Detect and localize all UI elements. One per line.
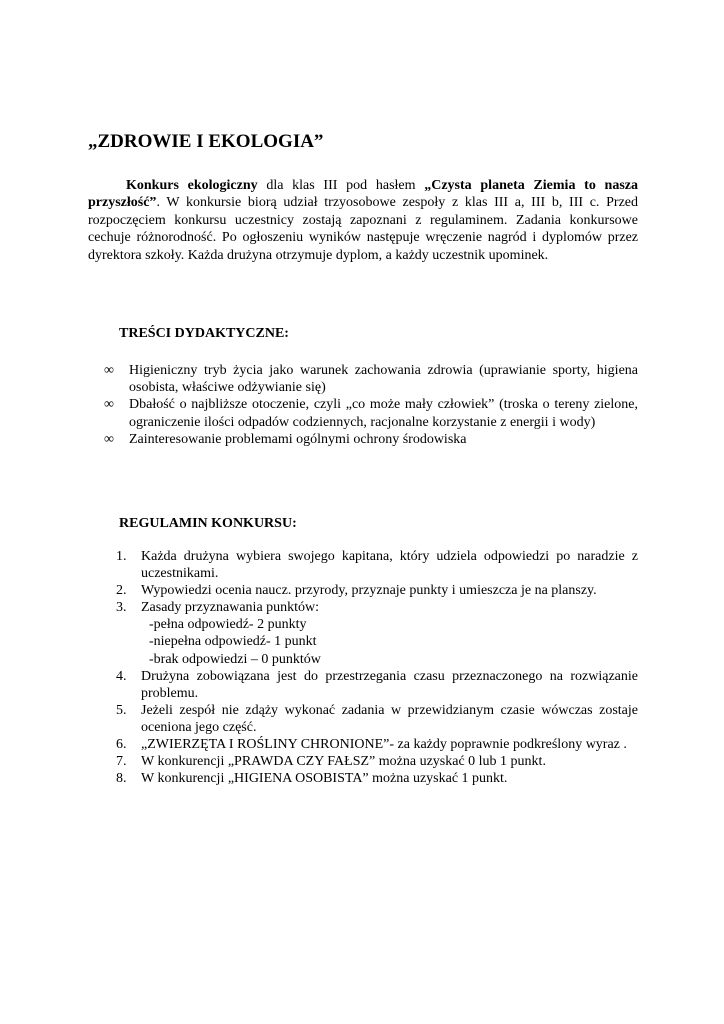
rule-subitem: -pełna odpowiedź- 2 punkty: [149, 617, 307, 633]
rule-text: W konkurencji „HIGIENA OSOBISTA” można uzyskać 1 punkt.: [141, 771, 508, 787]
rule-number: 8.: [116, 771, 127, 787]
rule-text: „ZWIERZĘTA I ROŚLINY CHRONIONE”- za każdy poprawnie podkreślony wyraz .: [141, 737, 627, 753]
rule-number: 2.: [116, 583, 127, 599]
infinity-bullet-icon: ∞: [104, 363, 114, 378]
rule-item: [116, 770, 638, 787]
rule-text: Każda drużyna wybiera swojego kapitana, który udziela odpowiedzi po naradzie z uczestnikami.: [141, 549, 638, 582]
infinity-bullet-icon: ∞: [104, 397, 114, 413]
rule-item: [116, 599, 638, 667]
tresci-item-text: Zainteresowanie problemami ogólnymi ochrony środowiska: [129, 431, 467, 447]
tresci-item: [104, 362, 638, 396]
regulamin-list: [116, 548, 638, 787]
intro-paragraph: [88, 177, 638, 264]
rule-text: Zasady przyznawania punktów:: [141, 600, 320, 616]
rule-subitem: -brak odpowiedzi – 0 punktów: [149, 651, 321, 667]
rule-item: [116, 753, 638, 770]
intro-motto: „Czysta planeta Ziemia to nasza przyszłość”: [88, 178, 638, 211]
tresci-item: [104, 431, 638, 448]
rule-item: [116, 702, 638, 736]
infinity-bullet-icon: ∞: [104, 431, 114, 447]
rule-number: 6.: [116, 737, 127, 753]
intro-text-2: . W konkursie biorą udział trzyosobowe zespoły z klas III a, III b, III c. Przed rozpoczęciem konkursu uczestnicy zostają zapoznani z regulaminem. Zadania konkursowe cechuje różnorodność. Po ogłoszeniu wyników następuje wręczenie nagród i dyplomów przez dyrektora szkoły. Każda drużyna otrzymuje dyplom, a każdy uczestnik upominek.: [88, 195, 638, 263]
tresci-item: [104, 396, 638, 430]
rule-text: W konkurencji „PRAWDA CZY FAŁSZ” można uzyskać 0 lub 1 punkt.: [141, 754, 546, 770]
rule-subitem: -niepełna odpowiedź- 1 punkt: [149, 634, 317, 650]
rule-item: [116, 548, 638, 582]
rule-number: 1.: [116, 549, 127, 564]
rule-item: [116, 668, 638, 702]
rule-text: Drużyna zobowiązana jest do przestrzegania czasu przeznaczonego na rozwiązanie problemu.: [141, 668, 638, 701]
rule-number: 7.: [116, 754, 127, 770]
intro-lead: Konkurs ekologiczny: [126, 178, 258, 193]
tresci-heading: TREŚCI DYDAKTYCZNE:: [119, 326, 289, 341]
rule-number: 4.: [116, 668, 127, 684]
rule-number: 3.: [116, 600, 127, 616]
tresci-item-text: Higieniczny tryb życia jako warunek zachowania zdrowia (uprawianie sporty, higiena osobista, właściwe odżywianie się): [129, 363, 638, 396]
rule-item: [116, 736, 638, 753]
intro-text-1: dla klas III pod hasłem: [257, 178, 425, 193]
tresci-list: [104, 362, 638, 448]
regulamin-heading: REGULAMIN KONKURSU:: [119, 516, 297, 531]
rule-text: Wypowiedzi ocenia naucz. przyrody, przyznaje punkty i umieszcza je na planszy.: [141, 583, 597, 599]
rule-item: [116, 582, 638, 599]
document-title: „ZDROWIE I EKOLOGIA”: [88, 131, 324, 152]
rule-text: Jeżeli zespół nie zdąży wykonać zadania w przewidzianym czasie wówczas zostaje oceniona jego część.: [141, 702, 638, 735]
rule-number: 5.: [116, 702, 127, 718]
tresci-item-text: Dbałość o najbliższe otoczenie, czyli „co może mały człowiek” (troska o tereny zielone, ograniczenie ilości odpadów codziennych, racjonalne korzystanie z energii i wody): [129, 397, 638, 430]
